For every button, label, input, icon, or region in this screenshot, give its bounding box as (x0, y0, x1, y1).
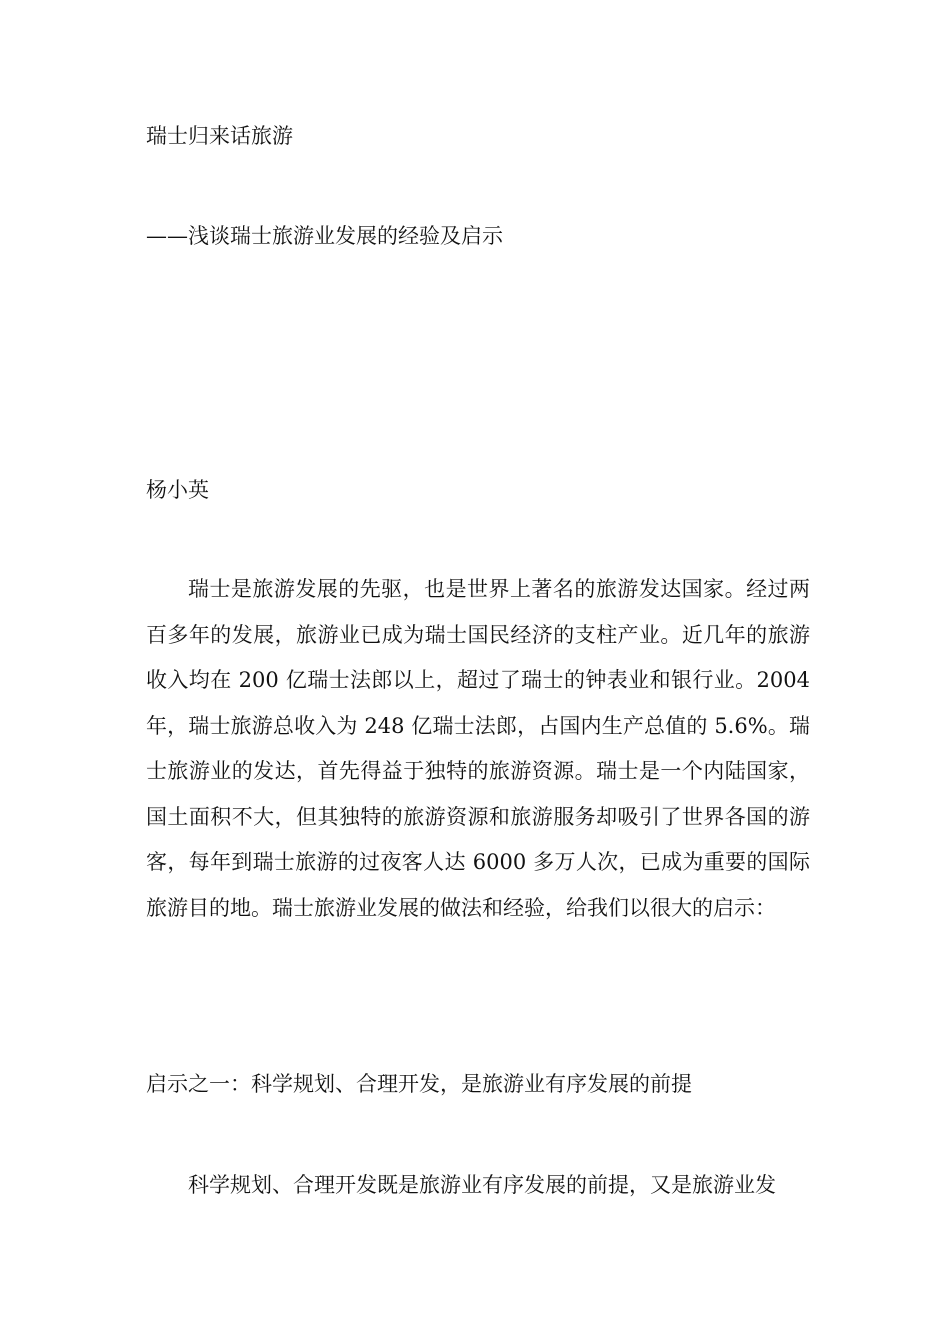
intro-paragraph: 瑞士是旅游发展的先驱，也是世界上著名的旅游发达国家。经过两百多年的发展，旅游业已成为瑞士国民经济的支柱产业。近几年的旅游收入均在 200 亿瑞士法郎以上，超过了瑞士的钟表业和银行业。2004 年，瑞士旅游总收入为 248 亿瑞士法郎，占国内生产总值的 5.6%。瑞士旅游业的发达，首先得益于独特的旅游资源。瑞士是一个内陆国家，国土面积不大，但其独特的旅游资源和旅游服务却吸引了世界各国的游客，每年到瑞士旅游的过夜客人达 6000 多万人次，已成为重要的国际旅游目的地。瑞士旅游业发展的做法和经验，给我们以很大的启示： (146, 577, 810, 920)
section-heading: 启示之一：科学规划、合理开发，是旅游业有序发展的前提 (146, 1072, 692, 1096)
document-subtitle: ——浅谈瑞士旅游业发展的经验及启示 (146, 224, 503, 248)
section-paragraph: 科学规划、合理开发既是旅游业有序发展的前提，又是旅游业发 (188, 1173, 776, 1197)
author-name: 杨小英 (146, 478, 209, 502)
document-title: 瑞士归来话旅游 (146, 124, 293, 148)
